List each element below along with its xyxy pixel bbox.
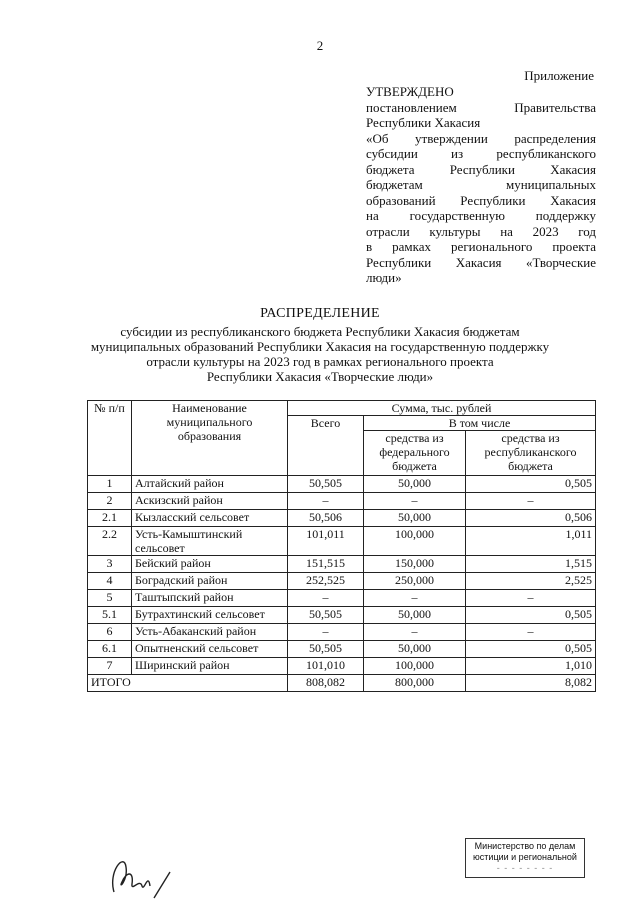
table-row bbox=[88, 573, 596, 590]
header-sum: Сумма, тыс. рублей bbox=[288, 401, 596, 416]
ministry-stamp bbox=[465, 838, 585, 878]
stamp-line: юстиции и региональной bbox=[473, 852, 577, 862]
row-total: 101,011 bbox=[288, 527, 364, 556]
row-num: 6.1 bbox=[88, 641, 132, 658]
row-federal: 50,000 bbox=[364, 607, 466, 624]
row-num: 6 bbox=[88, 624, 132, 641]
row-name: Кызласский сельсовет bbox=[132, 510, 288, 527]
approval-line: бюджетам муниципальных bbox=[366, 177, 596, 192]
row-total: 151,515 bbox=[288, 556, 364, 573]
row-total: 101,010 bbox=[288, 658, 364, 675]
table-body bbox=[88, 476, 596, 675]
row-federal: 250,000 bbox=[364, 573, 466, 590]
row-republic: 0,505 bbox=[466, 607, 596, 624]
approval-line: на государственную поддержку bbox=[366, 208, 596, 223]
subtitle-line: субсидии из республиканского бюджета Республики Хакасия бюджетам bbox=[120, 324, 520, 339]
approval-block bbox=[366, 84, 596, 286]
row-num: 2.2 bbox=[88, 527, 132, 556]
table-row bbox=[88, 476, 596, 493]
row-republic: 1,010 bbox=[466, 658, 596, 675]
approval-line: субсидии из республиканского bbox=[366, 146, 596, 161]
approval-line: в рамках регионального проекта bbox=[366, 239, 596, 254]
row-federal: 50,000 bbox=[364, 476, 466, 493]
approval-heading: УТВЕРЖДЕНО bbox=[366, 84, 454, 99]
stamp-line: Министерство по делам bbox=[474, 841, 576, 851]
subtitle-line: муниципальных образований Республики Хакасия на государственную поддержку bbox=[90, 339, 550, 354]
row-name: Бейский район bbox=[132, 556, 288, 573]
distribution-table bbox=[87, 400, 596, 692]
row-republic: – bbox=[466, 590, 596, 607]
row-total: 50,505 bbox=[288, 641, 364, 658]
row-republic: 0,505 bbox=[466, 476, 596, 493]
subtitle-line: отрасли культуры на 2023 год в рамках регионального проекта bbox=[146, 354, 494, 369]
table-row bbox=[88, 590, 596, 607]
row-name: Усть-Абаканский район bbox=[132, 624, 288, 641]
table-row bbox=[88, 641, 596, 658]
approval-line: образований Республики Хакасия bbox=[366, 192, 596, 208]
row-num: 1 bbox=[88, 476, 132, 493]
row-republic: – bbox=[466, 624, 596, 641]
signature bbox=[104, 842, 174, 902]
row-federal: – bbox=[364, 624, 466, 641]
document-subtitle bbox=[60, 324, 580, 384]
row-num: 3 bbox=[88, 556, 132, 573]
table-row bbox=[88, 493, 596, 510]
row-federal: – bbox=[364, 493, 466, 510]
row-republic: 0,505 bbox=[466, 641, 596, 658]
row-name: Ширинский район bbox=[132, 658, 288, 675]
table-row bbox=[88, 510, 596, 527]
row-federal: – bbox=[364, 590, 466, 607]
row-total: – bbox=[288, 590, 364, 607]
approval-line: люди» bbox=[366, 270, 402, 285]
stamp-line: - - - - - - - - bbox=[496, 863, 554, 873]
row-republic: 1,515 bbox=[466, 556, 596, 573]
table-row bbox=[88, 624, 596, 641]
table-row bbox=[88, 527, 596, 556]
table-row bbox=[88, 607, 596, 624]
row-name: Аскизский район bbox=[132, 493, 288, 510]
document-title: РАСПРЕДЕЛЕНИЕ bbox=[260, 306, 380, 321]
header-incl: В том числе bbox=[364, 416, 596, 431]
header-republic: средства из республиканского бюджета bbox=[466, 431, 596, 476]
row-name: Усть-Камыштинский сельсовет bbox=[132, 527, 288, 556]
row-total: – bbox=[288, 624, 364, 641]
page-number: 2 bbox=[316, 38, 324, 53]
header-federal: средства из федерального бюджета bbox=[364, 431, 466, 476]
approval-line: «Об утверждении распределения bbox=[366, 130, 596, 146]
subtitle-line: Республики Хакасия «Творческие люди» bbox=[206, 369, 434, 384]
row-total: 50,505 bbox=[288, 607, 364, 624]
row-num: 7 bbox=[88, 658, 132, 675]
row-republic: 2,525 bbox=[466, 573, 596, 590]
row-name: Алтайский район bbox=[132, 476, 288, 493]
row-federal: 100,000 bbox=[364, 527, 466, 556]
header-total: Всего bbox=[288, 416, 364, 476]
total-republic: 8,082 bbox=[466, 675, 596, 692]
row-federal: 100,000 bbox=[364, 658, 466, 675]
row-federal: 50,000 bbox=[364, 641, 466, 658]
row-total: 252,525 bbox=[288, 573, 364, 590]
total-federal: 800,000 bbox=[364, 675, 466, 692]
row-num: 2 bbox=[88, 493, 132, 510]
header-name: Наименование муниципального образования bbox=[132, 401, 288, 476]
row-num: 4 bbox=[88, 573, 132, 590]
row-total: 50,506 bbox=[288, 510, 364, 527]
row-num: 5 bbox=[88, 590, 132, 607]
approval-line: бюджета Республики Хакасия bbox=[366, 161, 596, 177]
row-republic: 1,011 bbox=[466, 527, 596, 556]
approval-line: отрасли культуры на 2023 год bbox=[366, 223, 596, 239]
row-name: Бутрахтинский сельсовет bbox=[132, 607, 288, 624]
row-num: 5.1 bbox=[88, 607, 132, 624]
row-name: Боградский район bbox=[132, 573, 288, 590]
row-republic: 0,506 bbox=[466, 510, 596, 527]
total-sum: 808,082 bbox=[288, 675, 364, 692]
row-total: 50,505 bbox=[288, 476, 364, 493]
total-label: ИТОГО bbox=[88, 675, 288, 692]
row-federal: 50,000 bbox=[364, 510, 466, 527]
row-federal: 150,000 bbox=[364, 556, 466, 573]
header-num: № п/п bbox=[88, 401, 132, 476]
approval-line: Республики Хакасия bbox=[366, 115, 481, 130]
table-row bbox=[88, 658, 596, 675]
approval-line: Республики Хакасия «Творческие bbox=[366, 254, 596, 270]
table-total-row bbox=[88, 675, 596, 692]
row-num: 2.1 bbox=[88, 510, 132, 527]
approval-line: постановлением Правительства bbox=[366, 99, 596, 115]
appendix-label: Приложение bbox=[524, 68, 594, 83]
row-name: Таштыпский район bbox=[132, 590, 288, 607]
row-name: Опытненский сельсовет bbox=[132, 641, 288, 658]
row-total: – bbox=[288, 493, 364, 510]
row-republic: – bbox=[466, 493, 596, 510]
table-row bbox=[88, 556, 596, 573]
